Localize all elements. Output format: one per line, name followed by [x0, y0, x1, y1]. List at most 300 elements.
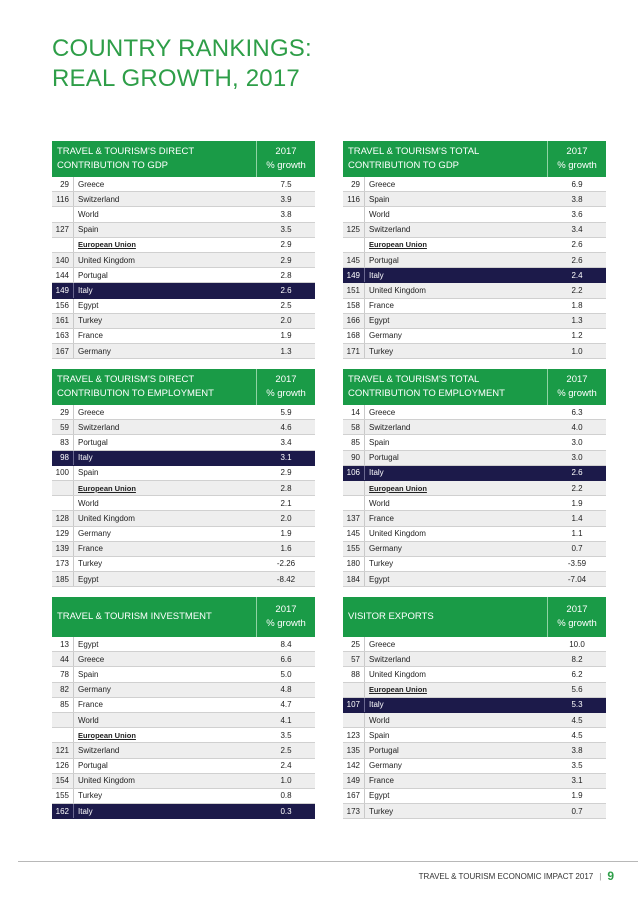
- country-cell: Turkey: [369, 346, 394, 356]
- growth-value-cell: 6.6: [280, 654, 292, 664]
- footer-separator: |: [599, 871, 602, 881]
- growth-value-cell: 2.2: [571, 483, 583, 493]
- country-cell: Switzerland: [369, 422, 411, 432]
- growth-year: 2017: [566, 604, 588, 615]
- table-row: [52, 314, 315, 329]
- country-cell: Portugal: [369, 255, 399, 265]
- table-title: [52, 373, 256, 401]
- table-row: [343, 177, 606, 192]
- table-total-employment: [343, 369, 606, 587]
- country-cell: Switzerland: [369, 225, 411, 235]
- growth-value-cell: 1.8: [571, 301, 583, 311]
- country-cell: Spain: [369, 730, 390, 740]
- growth-value-cell: 6.2: [571, 669, 583, 679]
- table-row: [343, 667, 606, 682]
- table-row-highlighted: [343, 698, 606, 713]
- growth-label: % growth: [557, 160, 597, 171]
- rank-cell: [343, 481, 365, 495]
- table-row: [343, 223, 606, 238]
- country-cell: Egypt: [78, 301, 99, 311]
- rank-cell: 137: [343, 511, 365, 525]
- table-header: [52, 141, 315, 177]
- table-row: [343, 299, 606, 314]
- rank-cell: [343, 238, 365, 252]
- growth-value-cell: 3.6: [571, 209, 583, 219]
- rank-cell: 78: [52, 667, 74, 681]
- growth-value-cell: 2.6: [571, 468, 583, 478]
- rank-cell: 145: [343, 527, 365, 541]
- growth-value-cell: 0.7: [571, 544, 583, 554]
- table-row: [52, 511, 315, 526]
- table-row: [52, 743, 315, 758]
- table-row-highlighted: [343, 466, 606, 481]
- table-row: [52, 637, 315, 652]
- growth-column-header: [256, 597, 315, 637]
- country-cell: Germany: [369, 761, 402, 771]
- table-row: [343, 329, 606, 344]
- country-cell: Switzerland: [369, 654, 411, 664]
- growth-value-cell: 1.2: [571, 331, 583, 341]
- rank-cell: 173: [343, 804, 365, 818]
- rank-cell: [52, 481, 74, 495]
- rank-cell: 127: [52, 223, 74, 237]
- rank-cell: [52, 713, 74, 727]
- table-row: [343, 405, 606, 420]
- table-body: [343, 405, 606, 587]
- country-cell: United Kingdom: [78, 776, 135, 786]
- growth-value-cell: 1.9: [571, 791, 583, 801]
- growth-value-cell: 5.0: [280, 669, 292, 679]
- table-row: [52, 713, 315, 728]
- growth-value-cell: 2.6: [571, 240, 583, 250]
- footer-divider: [18, 861, 638, 862]
- table-body: [52, 405, 315, 587]
- table-title: [52, 610, 256, 624]
- table-row: [343, 207, 606, 222]
- growth-label: % growth: [266, 160, 306, 171]
- footer-text: TRAVEL & TOURISM ECONOMIC IMPACT 2017: [418, 871, 594, 881]
- country-cell: Spain: [78, 225, 99, 235]
- growth-year: 2017: [275, 146, 297, 157]
- rank-cell: 142: [343, 759, 365, 773]
- growth-value-cell: 1.4: [571, 513, 583, 523]
- country-cell: World: [369, 715, 390, 725]
- growth-year: 2017: [275, 604, 297, 615]
- table-row: [52, 435, 315, 450]
- country-cell: Italy: [78, 285, 93, 295]
- country-cell: Egypt: [369, 574, 390, 584]
- table-title-line-1: TRAVEL & TOURISM'S TOTAL: [348, 374, 480, 385]
- country-cell: France: [78, 331, 103, 341]
- table-row: [52, 667, 315, 682]
- table-row: [343, 481, 606, 496]
- country-cell: Spain: [369, 437, 390, 447]
- table-title-line-2: CONTRIBUTION TO GDP: [57, 160, 169, 171]
- country-cell: European Union: [78, 730, 136, 740]
- growth-value-cell: 4.5: [571, 730, 583, 740]
- rank-cell: 106: [343, 466, 365, 480]
- table-row: [52, 344, 315, 359]
- country-cell: France: [78, 700, 103, 710]
- table-total-gdp: [343, 141, 606, 359]
- table-title-line-1: TRAVEL & TOURISM'S TOTAL: [348, 146, 480, 157]
- growth-value-cell: 4.6: [280, 422, 292, 432]
- country-cell: World: [78, 715, 99, 725]
- table-row: [52, 527, 315, 542]
- country-cell: European Union: [369, 483, 427, 493]
- growth-value-cell: 3.9: [280, 194, 292, 204]
- country-cell: France: [369, 301, 394, 311]
- rank-cell: 88: [343, 667, 365, 681]
- table-visitor-exports: [343, 597, 606, 819]
- table-title-line-1: TRAVEL & TOURISM'S DIRECT: [57, 146, 195, 157]
- country-cell: Switzerland: [78, 194, 120, 204]
- growth-value-cell: 3.1: [280, 453, 292, 463]
- rank-cell: 180: [343, 557, 365, 571]
- growth-value-cell: 1.6: [280, 544, 292, 554]
- table-row: [52, 405, 315, 420]
- rank-cell: 149: [52, 283, 74, 297]
- country-cell: Switzerland: [78, 745, 120, 755]
- growth-value-cell: 2.0: [280, 513, 292, 523]
- rank-cell: 135: [343, 743, 365, 757]
- growth-value-cell: 2.8: [280, 270, 292, 280]
- table-row: [343, 789, 606, 804]
- rank-cell: 82: [52, 683, 74, 697]
- table-row: [52, 789, 315, 804]
- growth-column-header: [256, 369, 315, 405]
- growth-label: % growth: [557, 618, 597, 629]
- country-cell: European Union: [369, 685, 427, 695]
- growth-value-cell: 2.0: [280, 316, 292, 326]
- rank-cell: 129: [52, 527, 74, 541]
- growth-value-cell: 5.6: [571, 685, 583, 695]
- growth-label: % growth: [266, 618, 306, 629]
- growth-value-cell: 1.3: [280, 346, 292, 356]
- table-title-line-2: CONTRIBUTION TO GDP: [348, 160, 460, 171]
- country-cell: Portugal: [78, 761, 108, 771]
- growth-value-cell: -2.26: [276, 559, 296, 569]
- growth-value-cell: 6.9: [571, 179, 583, 189]
- rank-cell: 155: [52, 789, 74, 803]
- rank-cell: 163: [52, 329, 74, 343]
- table-row: [343, 344, 606, 359]
- country-cell: United Kingdom: [78, 513, 135, 523]
- rank-cell: 173: [52, 557, 74, 571]
- rank-cell: 128: [52, 511, 74, 525]
- country-cell: Greece: [369, 407, 396, 417]
- rank-cell: [343, 496, 365, 510]
- country-cell: Greece: [78, 407, 105, 417]
- growth-value-cell: 1.1: [571, 529, 583, 539]
- country-cell: United Kingdom: [369, 669, 426, 679]
- table-title-line-2: CONTRIBUTION TO EMPLOYMENT: [57, 388, 214, 399]
- growth-year: 2017: [566, 374, 588, 385]
- table-header: [343, 597, 606, 637]
- country-cell: Egypt: [369, 316, 390, 326]
- country-cell: World: [78, 209, 99, 219]
- growth-value-cell: 8.4: [280, 639, 292, 649]
- country-cell: Spain: [78, 468, 99, 478]
- growth-value-cell: 2.5: [280, 745, 292, 755]
- table-title: [52, 145, 256, 173]
- table-row: [52, 652, 315, 667]
- growth-value-cell: 0.8: [280, 791, 292, 801]
- rank-cell: 139: [52, 542, 74, 556]
- rank-cell: [52, 238, 74, 252]
- country-cell: Greece: [78, 654, 105, 664]
- growth-column-header: [547, 597, 606, 637]
- country-cell: Greece: [369, 179, 396, 189]
- table-row: [52, 774, 315, 789]
- rank-cell: 116: [52, 192, 74, 206]
- growth-value-cell: 2.9: [280, 255, 292, 265]
- page-footer: [419, 869, 614, 883]
- country-cell: France: [78, 544, 103, 554]
- table-row: [52, 698, 315, 713]
- country-cell: United Kingdom: [78, 255, 135, 265]
- growth-value-cell: 2.9: [280, 468, 292, 478]
- rank-cell: 151: [343, 283, 365, 297]
- growth-value-cell: 6.3: [571, 407, 583, 417]
- table-row: [343, 238, 606, 253]
- country-cell: Egypt: [78, 574, 99, 584]
- growth-value-cell: 10.0: [569, 639, 585, 649]
- country-cell: Portugal: [78, 270, 108, 280]
- rank-cell: 167: [343, 789, 365, 803]
- country-cell: Portugal: [369, 453, 399, 463]
- rank-cell: [52, 496, 74, 510]
- table-row: [52, 542, 315, 557]
- growth-value-cell: 2.9: [280, 240, 292, 250]
- rank-cell: 144: [52, 268, 74, 282]
- table-row: [343, 420, 606, 435]
- table-title: [343, 145, 547, 173]
- rank-cell: 98: [52, 451, 74, 465]
- page-title: [52, 34, 312, 94]
- country-cell: Germany: [78, 529, 111, 539]
- growth-value-cell: 8.2: [571, 654, 583, 664]
- table-row: [343, 435, 606, 450]
- rank-cell: 162: [52, 804, 74, 818]
- table-row: [343, 283, 606, 298]
- growth-value-cell: -3.59: [567, 559, 587, 569]
- table-row: [343, 451, 606, 466]
- country-cell: Turkey: [369, 806, 394, 816]
- growth-value-cell: 1.0: [280, 776, 292, 786]
- country-cell: Turkey: [369, 559, 394, 569]
- country-cell: World: [369, 498, 390, 508]
- table-row: [52, 177, 315, 192]
- table-row: [343, 652, 606, 667]
- country-cell: Greece: [369, 639, 396, 649]
- table-row: [343, 511, 606, 526]
- rank-cell: 126: [52, 759, 74, 773]
- country-cell: Italy: [78, 453, 93, 463]
- rank-cell: 155: [343, 542, 365, 556]
- growth-value-cell: -7.04: [567, 574, 587, 584]
- rank-cell: 107: [343, 698, 365, 712]
- table-title-line-1: TRAVEL & TOURISM INVESTMENT: [57, 611, 212, 622]
- growth-value-cell: 3.5: [280, 225, 292, 235]
- table-row: [343, 713, 606, 728]
- rank-cell: [343, 207, 365, 221]
- country-cell: World: [369, 209, 390, 219]
- growth-value-cell: 3.8: [571, 745, 583, 755]
- rank-cell: 168: [343, 329, 365, 343]
- table-title-line-1: TRAVEL & TOURISM'S DIRECT: [57, 374, 195, 385]
- rank-cell: 123: [343, 728, 365, 742]
- table-row: [343, 527, 606, 542]
- rank-cell: 13: [52, 637, 74, 651]
- table-row: [52, 299, 315, 314]
- table-row: [343, 743, 606, 758]
- rank-cell: 83: [52, 435, 74, 449]
- growth-value-cell: 2.4: [571, 270, 583, 280]
- country-cell: Spain: [369, 194, 390, 204]
- table-body: [343, 177, 606, 359]
- growth-label: % growth: [557, 388, 597, 399]
- rank-cell: 59: [52, 420, 74, 434]
- growth-column-header: [547, 369, 606, 405]
- rank-cell: 140: [52, 253, 74, 267]
- growth-value-cell: 2.5: [280, 301, 292, 311]
- rank-cell: 184: [343, 572, 365, 586]
- growth-value-cell: 5.3: [571, 700, 583, 710]
- page-number: 9: [607, 869, 614, 883]
- table-row: [343, 542, 606, 557]
- table-row-highlighted: [52, 451, 315, 466]
- table-header: [343, 369, 606, 405]
- country-cell: Portugal: [78, 437, 108, 447]
- rank-cell: [343, 713, 365, 727]
- growth-value-cell: 2.4: [280, 761, 292, 771]
- country-cell: Switzerland: [78, 422, 120, 432]
- country-cell: Italy: [369, 468, 384, 478]
- table-row: [52, 496, 315, 511]
- growth-value-cell: 3.8: [571, 194, 583, 204]
- table-title-line-2: CONTRIBUTION TO EMPLOYMENT: [348, 388, 505, 399]
- table-row-highlighted: [343, 268, 606, 283]
- table-body: [52, 637, 315, 819]
- table-row: [52, 481, 315, 496]
- country-cell: Turkey: [78, 559, 103, 569]
- country-cell: Spain: [78, 669, 99, 679]
- country-cell: Germany: [78, 346, 111, 356]
- country-cell: Portugal: [369, 745, 399, 755]
- rank-cell: 85: [52, 698, 74, 712]
- rank-cell: 167: [52, 344, 74, 358]
- growth-value-cell: 1.0: [571, 346, 583, 356]
- rank-cell: 145: [343, 253, 365, 267]
- table-row: [343, 253, 606, 268]
- growth-value-cell: 3.1: [571, 776, 583, 786]
- growth-year: 2017: [566, 146, 588, 157]
- rank-cell: 158: [343, 299, 365, 313]
- country-cell: Greece: [78, 179, 105, 189]
- country-cell: Germany: [369, 331, 402, 341]
- table-row-highlighted: [52, 283, 315, 298]
- rank-cell: 125: [343, 223, 365, 237]
- growth-value-cell: 2.6: [280, 285, 292, 295]
- table-investment: [52, 597, 315, 819]
- table-row: [52, 420, 315, 435]
- country-cell: Turkey: [78, 316, 103, 326]
- growth-value-cell: 3.4: [571, 225, 583, 235]
- growth-value-cell: 3.4: [280, 437, 292, 447]
- growth-value-cell: 2.1: [280, 498, 292, 508]
- table-row: [52, 253, 315, 268]
- growth-value-cell: 4.7: [280, 700, 292, 710]
- table-row: [343, 774, 606, 789]
- growth-value-cell: 2.6: [571, 255, 583, 265]
- table-row: [343, 192, 606, 207]
- table-header: [52, 369, 315, 405]
- country-cell: France: [369, 513, 394, 523]
- table-row: [52, 192, 315, 207]
- table-header: [343, 141, 606, 177]
- table-row: [52, 466, 315, 481]
- table-title-line-1: VISITOR EXPORTS: [348, 611, 434, 622]
- growth-value-cell: 4.1: [280, 715, 292, 725]
- rank-cell: 149: [343, 268, 365, 282]
- table-row: [52, 223, 315, 238]
- rank-cell: [52, 207, 74, 221]
- page-title-line-2: REAL GROWTH, 2017: [52, 65, 300, 92]
- growth-label: % growth: [266, 388, 306, 399]
- rank-cell: 149: [343, 774, 365, 788]
- country-cell: Italy: [369, 700, 384, 710]
- table-direct-employment: [52, 369, 315, 587]
- table-row: [343, 314, 606, 329]
- table-row-highlighted: [52, 804, 315, 819]
- rank-cell: 185: [52, 572, 74, 586]
- country-cell: Egypt: [78, 639, 99, 649]
- table-row: [52, 683, 315, 698]
- growth-value-cell: 4.8: [280, 685, 292, 695]
- growth-value-cell: 3.8: [280, 209, 292, 219]
- growth-value-cell: 1.9: [280, 331, 292, 341]
- rank-cell: 156: [52, 299, 74, 313]
- growth-value-cell: 1.9: [571, 498, 583, 508]
- rank-cell: [52, 728, 74, 742]
- rank-cell: 44: [52, 652, 74, 666]
- rank-cell: 29: [52, 177, 74, 191]
- page-title-line-1: COUNTRY RANKINGS:: [52, 35, 312, 62]
- country-cell: European Union: [369, 240, 427, 250]
- rank-cell: 121: [52, 743, 74, 757]
- rank-cell: 25: [343, 637, 365, 651]
- growth-value-cell: 3.5: [280, 730, 292, 740]
- rank-cell: 166: [343, 314, 365, 328]
- growth-value-cell: 2.8: [280, 483, 292, 493]
- table-row: [343, 759, 606, 774]
- rank-cell: 154: [52, 774, 74, 788]
- country-cell: European Union: [78, 240, 136, 250]
- rank-cell: 58: [343, 420, 365, 434]
- growth-value-cell: 0.3: [280, 806, 292, 816]
- growth-value-cell: 7.5: [280, 179, 292, 189]
- country-cell: Turkey: [78, 791, 103, 801]
- table-body: [52, 177, 315, 359]
- growth-value-cell: 4.5: [571, 715, 583, 725]
- rank-cell: 171: [343, 344, 365, 358]
- country-cell: Italy: [78, 806, 93, 816]
- table-row: [52, 728, 315, 743]
- table-row: [343, 557, 606, 572]
- rank-cell: 29: [343, 177, 365, 191]
- country-cell: Germany: [369, 544, 402, 554]
